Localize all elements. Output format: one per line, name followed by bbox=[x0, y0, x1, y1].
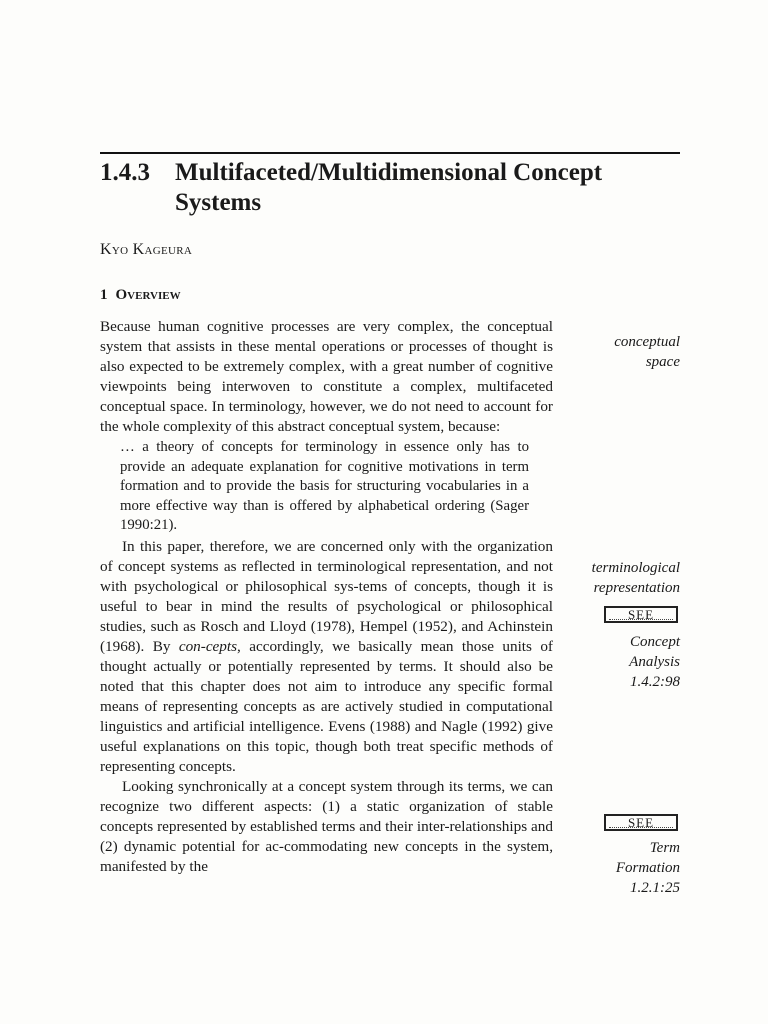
margin-note-terminological-representation bbox=[572, 558, 680, 598]
chapter-title bbox=[100, 158, 680, 218]
section-number: 1 bbox=[100, 287, 108, 303]
chapter-title-line2: Systems bbox=[175, 189, 262, 216]
cross-reference-line: Analysis bbox=[629, 654, 680, 670]
cross-reference-line: 1.2.1:25 bbox=[630, 880, 680, 896]
cross-reference-line: Concept bbox=[630, 634, 680, 650]
margin-note-line: terminological bbox=[591, 560, 680, 576]
cross-reference-line: 1.4.2:98 bbox=[630, 674, 680, 690]
margin-note-line: conceptual bbox=[614, 334, 680, 350]
cross-reference-concept-analysis[interactable] bbox=[572, 632, 680, 692]
cross-reference-term-formation[interactable] bbox=[572, 838, 680, 898]
paragraph-3: Looking synchronically at a concept system through its terms, we can recognize two different aspects: (1) a static organization of stable concepts represented by established terms and their inter-relationships and (2) dynamic potential for ac-commodating new concepts in the system, manifested by the bbox=[100, 777, 553, 875]
block-quote: … a theory of concepts for terminology in essence only has to provide an adequate explanation for cognitive motivations in term formation and to provide the basis for structuring vocabularies in a more effective way than is offered by alphabetical ordering (Sager 1990:21). bbox=[120, 439, 529, 533]
see-box-concept-analysis[interactable] bbox=[604, 606, 678, 623]
see-box-term-formation[interactable] bbox=[604, 814, 678, 831]
paragraph-2 bbox=[100, 537, 553, 777]
see-label: SEE bbox=[627, 815, 655, 830]
chapter-title-line1: Multifaceted/Multidimensional Concept bbox=[175, 159, 603, 186]
section-title: Overview bbox=[115, 287, 181, 303]
cross-reference-line: Term bbox=[649, 840, 680, 856]
author-name: Kyo Kageura bbox=[100, 241, 193, 258]
paragraph-2-part2: , accordingly, we basically mean those units of thought actually or potentially represented by terms. It should also be noted that this chapter does not aim to introduce any specific formal means of representing concepts as are actively studied in computational linguistics and artificial intelligence. Evens (1988) and Nagle (1992) give useful explanations on this topic, though both treat specific methods of representing concepts. bbox=[100, 637, 553, 775]
emphasis-concepts: con-cepts bbox=[178, 637, 238, 655]
margin-note-line: space bbox=[645, 354, 680, 370]
heading-rule bbox=[100, 152, 680, 154]
section-heading bbox=[100, 287, 181, 304]
chapter-number: 1.4.3 bbox=[100, 159, 150, 186]
paragraph-2-part1: In this paper, therefore, we are concerned only with the organization of concept systems as reflected in terminological representation, and not with psychological or philosophical sys-tems of concepts, though it is useful to bear in mind the results of psychological or philosophical studies, such as Rosch and Lloyd (1978), Hempel (1952), and Achinstein (1968). By bbox=[100, 537, 553, 655]
body-text bbox=[100, 317, 553, 877]
paragraph-1: Because human cognitive processes are very complex, the conceptual system that assists in these mental operations or processes of thought is also expected to be extremely complex, with a great number of cognitive viewpoints being interwoven to constitute a complex, multifaceted conceptual space. In terminology, however, we do not need to account for the whole complexity of this abstract conceptual system, because: bbox=[100, 318, 553, 435]
margin-note-line: representation bbox=[593, 580, 680, 596]
cross-reference-line: Formation bbox=[615, 860, 680, 876]
margin-note-conceptual-space bbox=[572, 332, 680, 372]
see-label: SEE bbox=[627, 607, 655, 622]
